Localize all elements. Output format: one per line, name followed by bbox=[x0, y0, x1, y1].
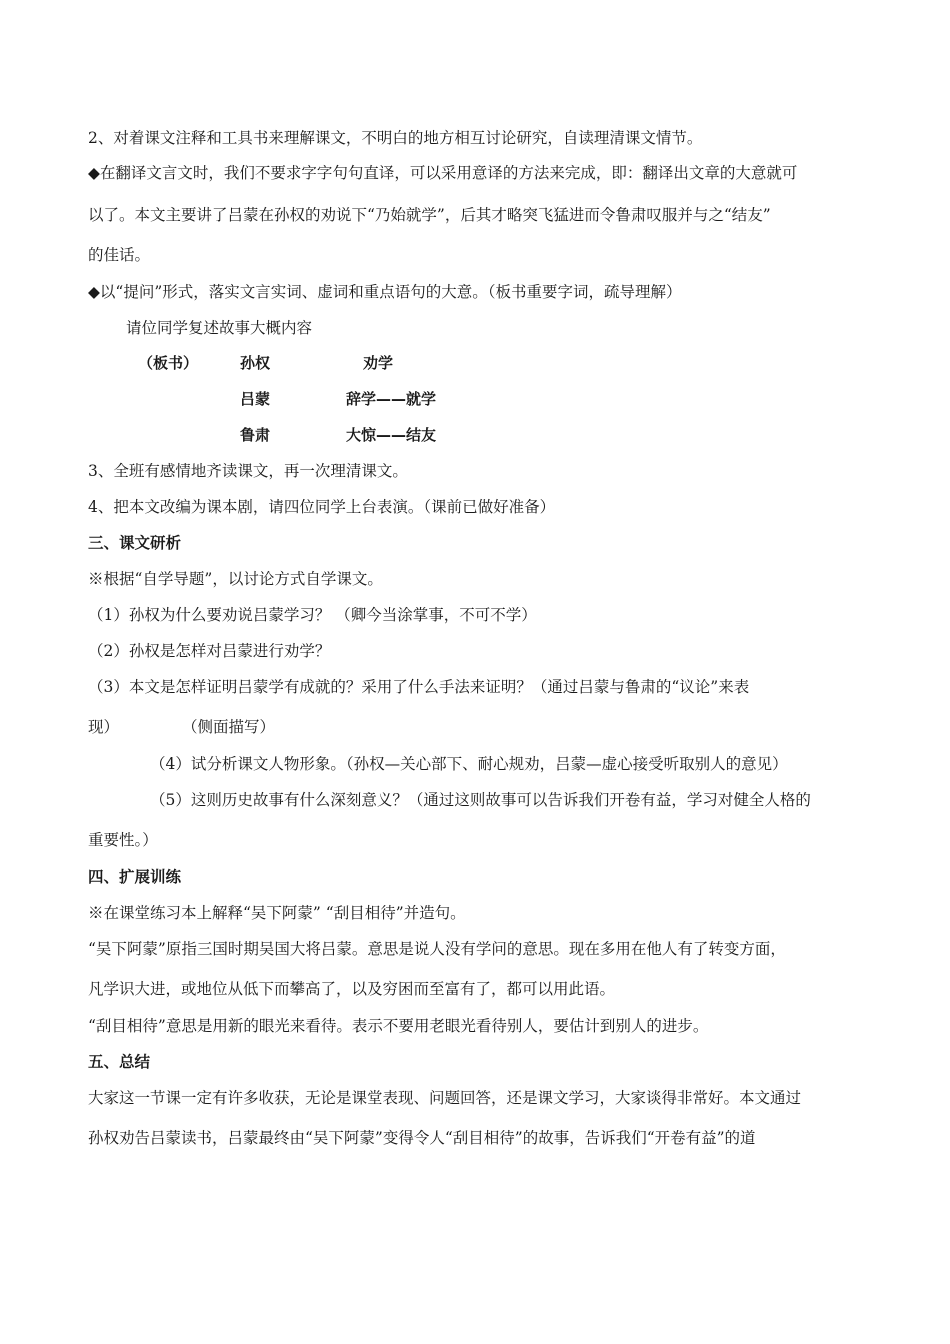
question-3-line-1: （3）本文是怎样证明吕蒙学有成就的？采用了什么手法来证明？（通过吕蒙与鲁肃的“议论”来表 bbox=[88, 678, 750, 696]
question-3-line-2: 现） bbox=[88, 718, 120, 736]
question-form-text: ◆以“提问”形式，落实文言实词、虚词和重点语句的大意。（板书重要字词，疏导理解） bbox=[88, 283, 682, 301]
translation-tip-line-2: 以了。本文主要讲了吕蒙在孙权的劝说下“乃始就学”，后其才略突飞猛进而令鲁肃叹服并与之“结友” bbox=[88, 206, 771, 224]
board-sunquan: 孙权 bbox=[240, 354, 271, 372]
step-2-text: 2、对着课文注释和工具书来理解课文，不明白的地方相互讨论研究，自读理清课文情节。 bbox=[88, 129, 703, 147]
retell-instruction: 请位同学复述故事大概内容 bbox=[126, 319, 313, 337]
question-5-line-2: 重要性。） bbox=[88, 831, 158, 849]
board-lvmeng: 吕蒙 bbox=[240, 390, 271, 408]
summary-line-2: 孙权劝告吕蒙读书，吕蒙最终由“吴下阿蒙”变得令人“刮目相待”的故事，告诉我们“开卷有益”的道 bbox=[88, 1129, 756, 1147]
question-1: （1）孙权为什么要劝说吕蒙学习？ （卿今当涂掌事，不可不学） bbox=[88, 606, 537, 624]
question-2: （2）孙权是怎样对吕蒙进行劝学？ bbox=[88, 642, 331, 660]
extension-task: ※在课堂练习本上解释“吴下阿蒙” “刮目相待”并造句。 bbox=[88, 904, 466, 922]
step-4-text: 4、把本文改编为课本剧，请四位同学上台表演。（课前已做好准备） bbox=[88, 498, 556, 516]
board-lusu: 鲁肃 bbox=[240, 426, 271, 444]
guamuxiangdai-line: “刮目相待”意思是用新的眼光来看待。表示不要用老眼光看待别人，要估计到别人的进步。 bbox=[88, 1017, 709, 1035]
section-3-heading: 三、课文研析 bbox=[88, 533, 182, 552]
question-4: （4）试分析课文人物形象。（孙权—关心部下、耐心规劝，吕蒙—虚心接受听取别人的意见） bbox=[150, 755, 788, 773]
board-label: （板书） bbox=[138, 354, 199, 372]
self-study-intro: ※根据“自学导题”，以讨论方式自学课文。 bbox=[88, 570, 383, 588]
question-3-note: （侧面描写） bbox=[182, 718, 276, 736]
wuxiaameng-line-2: 凡学识大进，或地位从低下而攀高了，以及穷困而至富有了，都可以用此语。 bbox=[88, 980, 616, 998]
board-quanxue: 劝学 bbox=[363, 354, 394, 372]
summary-line-1: 大家这一节课一定有许多收获，无论是课堂表现、问题回答，还是课文学习，大家谈得非常好。本文通过 bbox=[88, 1089, 802, 1107]
translation-tip-line-1: ◆在翻译文言文时，我们不要求字字句句直译，可以采用意译的方法来完成，即：翻译出文章的大意就可 bbox=[88, 164, 798, 182]
board-dajing-jieyou: 大惊——结友 bbox=[346, 426, 437, 444]
question-5-line-1: （5）这则历史故事有什么深刻意义？（通过这则故事可以告诉我们开卷有益，学习对健全人格的 bbox=[150, 791, 811, 809]
wuxiaameng-line-1: “吴下阿蒙”原指三国时期吴国大将吕蒙。意思是说人没有学问的意思。现在多用在他人有了转变方面， bbox=[88, 940, 786, 958]
section-5-heading: 五、总结 bbox=[88, 1052, 151, 1071]
translation-tip-line-3: 的佳话。 bbox=[88, 246, 151, 264]
board-cixue-jiuxue: 辞学——就学 bbox=[346, 390, 437, 408]
step-3-text: 3、全班有感情地齐读课文，再一次理清课文。 bbox=[88, 462, 408, 480]
section-4-heading: 四、扩展训练 bbox=[88, 867, 182, 886]
